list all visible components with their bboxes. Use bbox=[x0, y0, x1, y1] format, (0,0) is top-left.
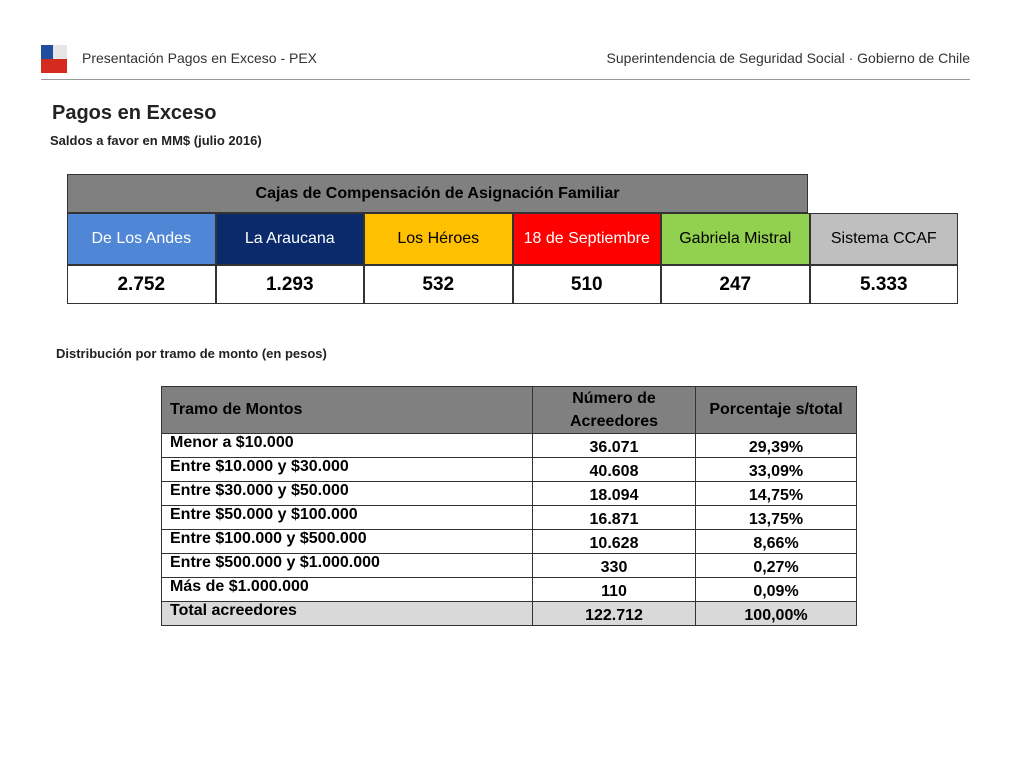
ccaf-label-de-los-andes: De Los Andes bbox=[67, 213, 216, 265]
ccaf-value-18-de-septiembre: 510 bbox=[513, 265, 662, 304]
ccaf-label-los-heroes: Los Héroes bbox=[364, 213, 513, 265]
header-numero-line1: Número de bbox=[572, 390, 656, 407]
acreedores-cell: 330 bbox=[533, 554, 696, 578]
porcentaje-cell: 0,27% bbox=[696, 554, 857, 578]
tramo-cell: Entre $500.000 y $1.000.000 bbox=[162, 554, 533, 578]
ccaf-value-row bbox=[67, 265, 958, 304]
acreedores-cell: 122.712 bbox=[533, 602, 696, 626]
distribution-title: Distribución por tramo de monto (en pesos) bbox=[56, 346, 327, 361]
acreedores-cell: 36.071 bbox=[533, 434, 696, 458]
table-row bbox=[162, 458, 857, 482]
tramo-cell: Menor a $10.000 bbox=[162, 434, 533, 458]
header-tramo: Tramo de Montos bbox=[162, 387, 533, 434]
acreedores-cell: 16.871 bbox=[533, 506, 696, 530]
distribution-table bbox=[161, 386, 857, 626]
table-row bbox=[162, 578, 857, 602]
presentation-title: Presentación Pagos en Exceso - PEX bbox=[82, 50, 318, 66]
total-row bbox=[162, 602, 857, 626]
header-numero-acreedores bbox=[533, 387, 696, 434]
acreedores-cell: 18.094 bbox=[533, 482, 696, 506]
page-subtitle: Saldos a favor en MM$ (julio 2016) bbox=[50, 133, 262, 148]
tramo-cell: Entre $30.000 y $50.000 bbox=[162, 482, 533, 506]
organization-name: Superintendencia de Seguridad Social · Gobierno de Chile bbox=[606, 50, 970, 66]
ccaf-value-de-los-andes: 2.752 bbox=[67, 265, 216, 304]
tramo-cell: Entre $10.000 y $30.000 bbox=[162, 458, 533, 482]
porcentaje-cell: 33,09% bbox=[696, 458, 857, 482]
ccaf-label-18-de-septiembre: 18 de Septiembre bbox=[513, 213, 662, 265]
porcentaje-cell: 14,75% bbox=[696, 482, 857, 506]
tramo-cell: Total acreedores bbox=[162, 602, 533, 626]
table-row bbox=[162, 530, 857, 554]
ccaf-value-gabriela-mistral: 247 bbox=[661, 265, 810, 304]
acreedores-cell: 110 bbox=[533, 578, 696, 602]
tramo-cell: Más de $1.000.000 bbox=[162, 578, 533, 602]
porcentaje-cell: 8,66% bbox=[696, 530, 857, 554]
ccaf-label-row bbox=[67, 213, 958, 265]
acreedores-cell: 40.608 bbox=[533, 458, 696, 482]
ccaf-value-los-heroes: 532 bbox=[364, 265, 513, 304]
ccaf-value-la-araucana: 1.293 bbox=[216, 265, 365, 304]
ccaf-label-la-araucana: La Araucana bbox=[216, 213, 365, 265]
header-porcentaje: Porcentaje s/total bbox=[696, 387, 857, 434]
table-row bbox=[162, 482, 857, 506]
header-divider bbox=[41, 79, 970, 80]
porcentaje-cell: 100,00% bbox=[696, 602, 857, 626]
porcentaje-cell: 13,75% bbox=[696, 506, 857, 530]
page-title: Pagos en Exceso bbox=[52, 102, 217, 124]
porcentaje-cell: 29,39% bbox=[696, 434, 857, 458]
table-row bbox=[162, 554, 857, 578]
table-row bbox=[162, 506, 857, 530]
acreedores-cell: 10.628 bbox=[533, 530, 696, 554]
ccaf-value-sistema-ccaf: 5.333 bbox=[810, 265, 959, 304]
chile-flag-logo bbox=[41, 45, 67, 73]
ccaf-table-heading: Cajas de Compensación de Asignación Familiar bbox=[67, 174, 808, 213]
tramo-cell: Entre $100.000 y $500.000 bbox=[162, 530, 533, 554]
header-numero-line2: Acreedores bbox=[569, 413, 659, 430]
porcentaje-cell: 0,09% bbox=[696, 578, 857, 602]
ccaf-label-gabriela-mistral: Gabriela Mistral bbox=[661, 213, 810, 265]
tramo-cell: Entre $50.000 y $100.000 bbox=[162, 506, 533, 530]
distribution-header-row bbox=[162, 387, 857, 434]
ccaf-label-sistema-ccaf: Sistema CCAF bbox=[810, 213, 959, 265]
table-row bbox=[162, 434, 857, 458]
